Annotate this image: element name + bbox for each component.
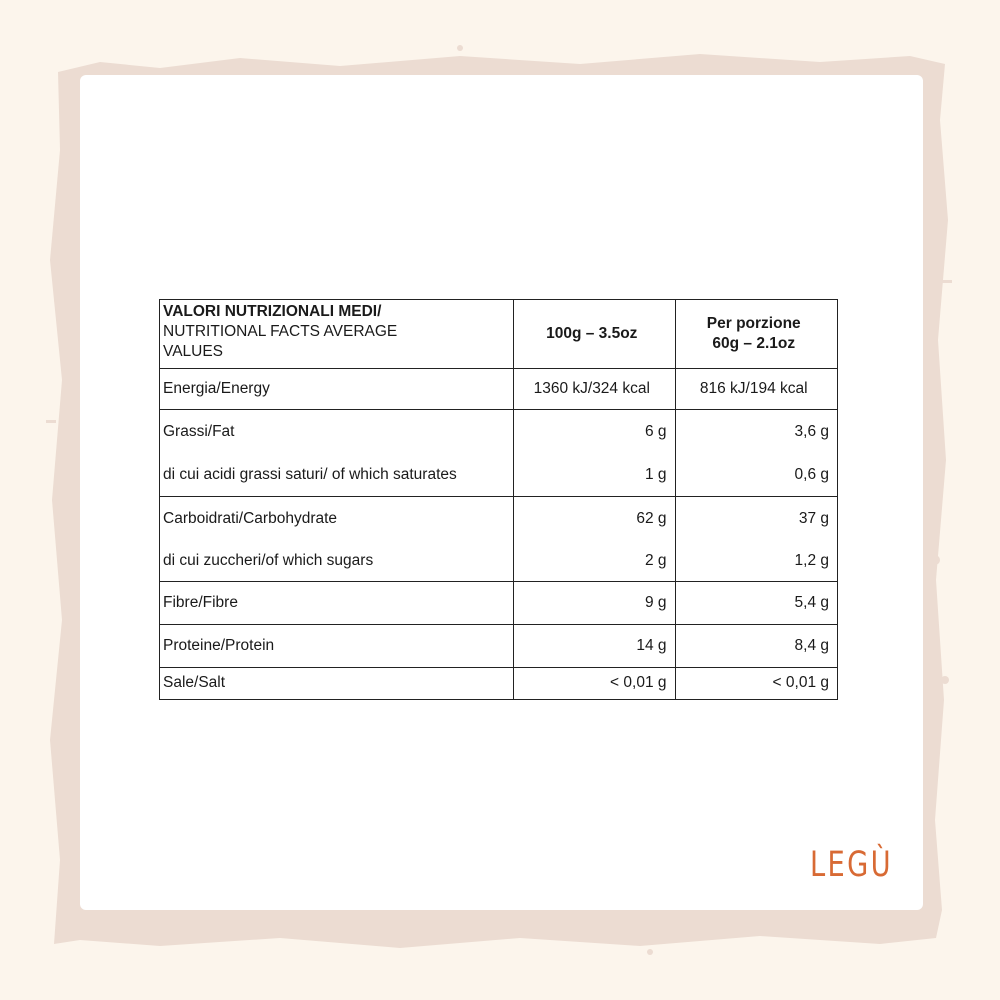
header-per100-label: 100g – 3.5oz: [546, 324, 638, 342]
salt-label: Sale/Salt: [160, 668, 514, 700]
fat-label: Grassi/Fat: [163, 422, 235, 440]
header-title: [160, 300, 514, 369]
fibre-per100: 9 g: [514, 582, 675, 625]
table-row-salt: [160, 668, 838, 700]
carbs-label: Carboidrati/Carbohydrate: [163, 509, 338, 527]
sugars-per100: 2 g: [644, 551, 667, 569]
fat-portion: 3,6 g: [794, 422, 829, 440]
header-title-line2: NUTRITIONAL FACTS AVERAGE: [163, 323, 398, 341]
carbs-per100: 62 g: [636, 509, 667, 527]
protein-label: Proteine/Protein: [160, 625, 514, 668]
header-title-line3: VALUES: [163, 343, 224, 361]
table-row-energy: [160, 369, 838, 410]
table-header-row: [160, 300, 838, 369]
carbs-portion: 37 g: [798, 509, 829, 527]
brand-logo: LEGÙ: [810, 845, 893, 885]
saturates-label: di cui acidi grassi saturi/ of which saturates: [163, 465, 457, 483]
carbs-per100-cell: [514, 497, 675, 582]
header-portion: [675, 300, 838, 369]
salt-portion: < 0,01 g: [675, 668, 838, 700]
carbs-portion-cell: [675, 497, 838, 582]
energy-label: Energia/Energy: [160, 369, 514, 410]
header-per100: [514, 300, 675, 369]
fat-per100-cell: [514, 410, 675, 497]
header-portion-line2: 60g – 2.1oz: [712, 335, 796, 352]
header-title-bold: VALORI NUTRIZIONALI MEDI/: [163, 303, 382, 320]
header-portion-line1: Per porzione: [706, 314, 801, 332]
sugars-portion: 1,2 g: [794, 551, 829, 569]
table-row-fat: [160, 410, 838, 497]
fibre-portion: 5,4 g: [675, 582, 838, 625]
table-row-protein: [160, 625, 838, 668]
nutrition-facts-table: [159, 299, 838, 700]
fat-portion-cell: [675, 410, 838, 497]
energy-portion: 816 kJ/194 kcal: [675, 369, 838, 410]
fibre-label: Fibre/Fibre: [160, 582, 514, 625]
table-row-fibre: [160, 582, 838, 625]
fat-label-cell: [160, 410, 514, 497]
sugars-label: di cui zuccheri/of which sugars: [163, 551, 374, 569]
saturates-portion: 0,6 g: [794, 465, 829, 483]
energy-per100: 1360 kJ/324 kcal: [514, 369, 675, 410]
salt-per100: < 0,01 g: [514, 668, 675, 700]
table-row-carbohydrate: [160, 497, 838, 582]
carbs-label-cell: [160, 497, 514, 582]
protein-per100: 14 g: [514, 625, 675, 668]
saturates-per100: 1 g: [644, 465, 667, 483]
protein-portion: 8,4 g: [675, 625, 838, 668]
fat-per100: 6 g: [644, 422, 667, 440]
